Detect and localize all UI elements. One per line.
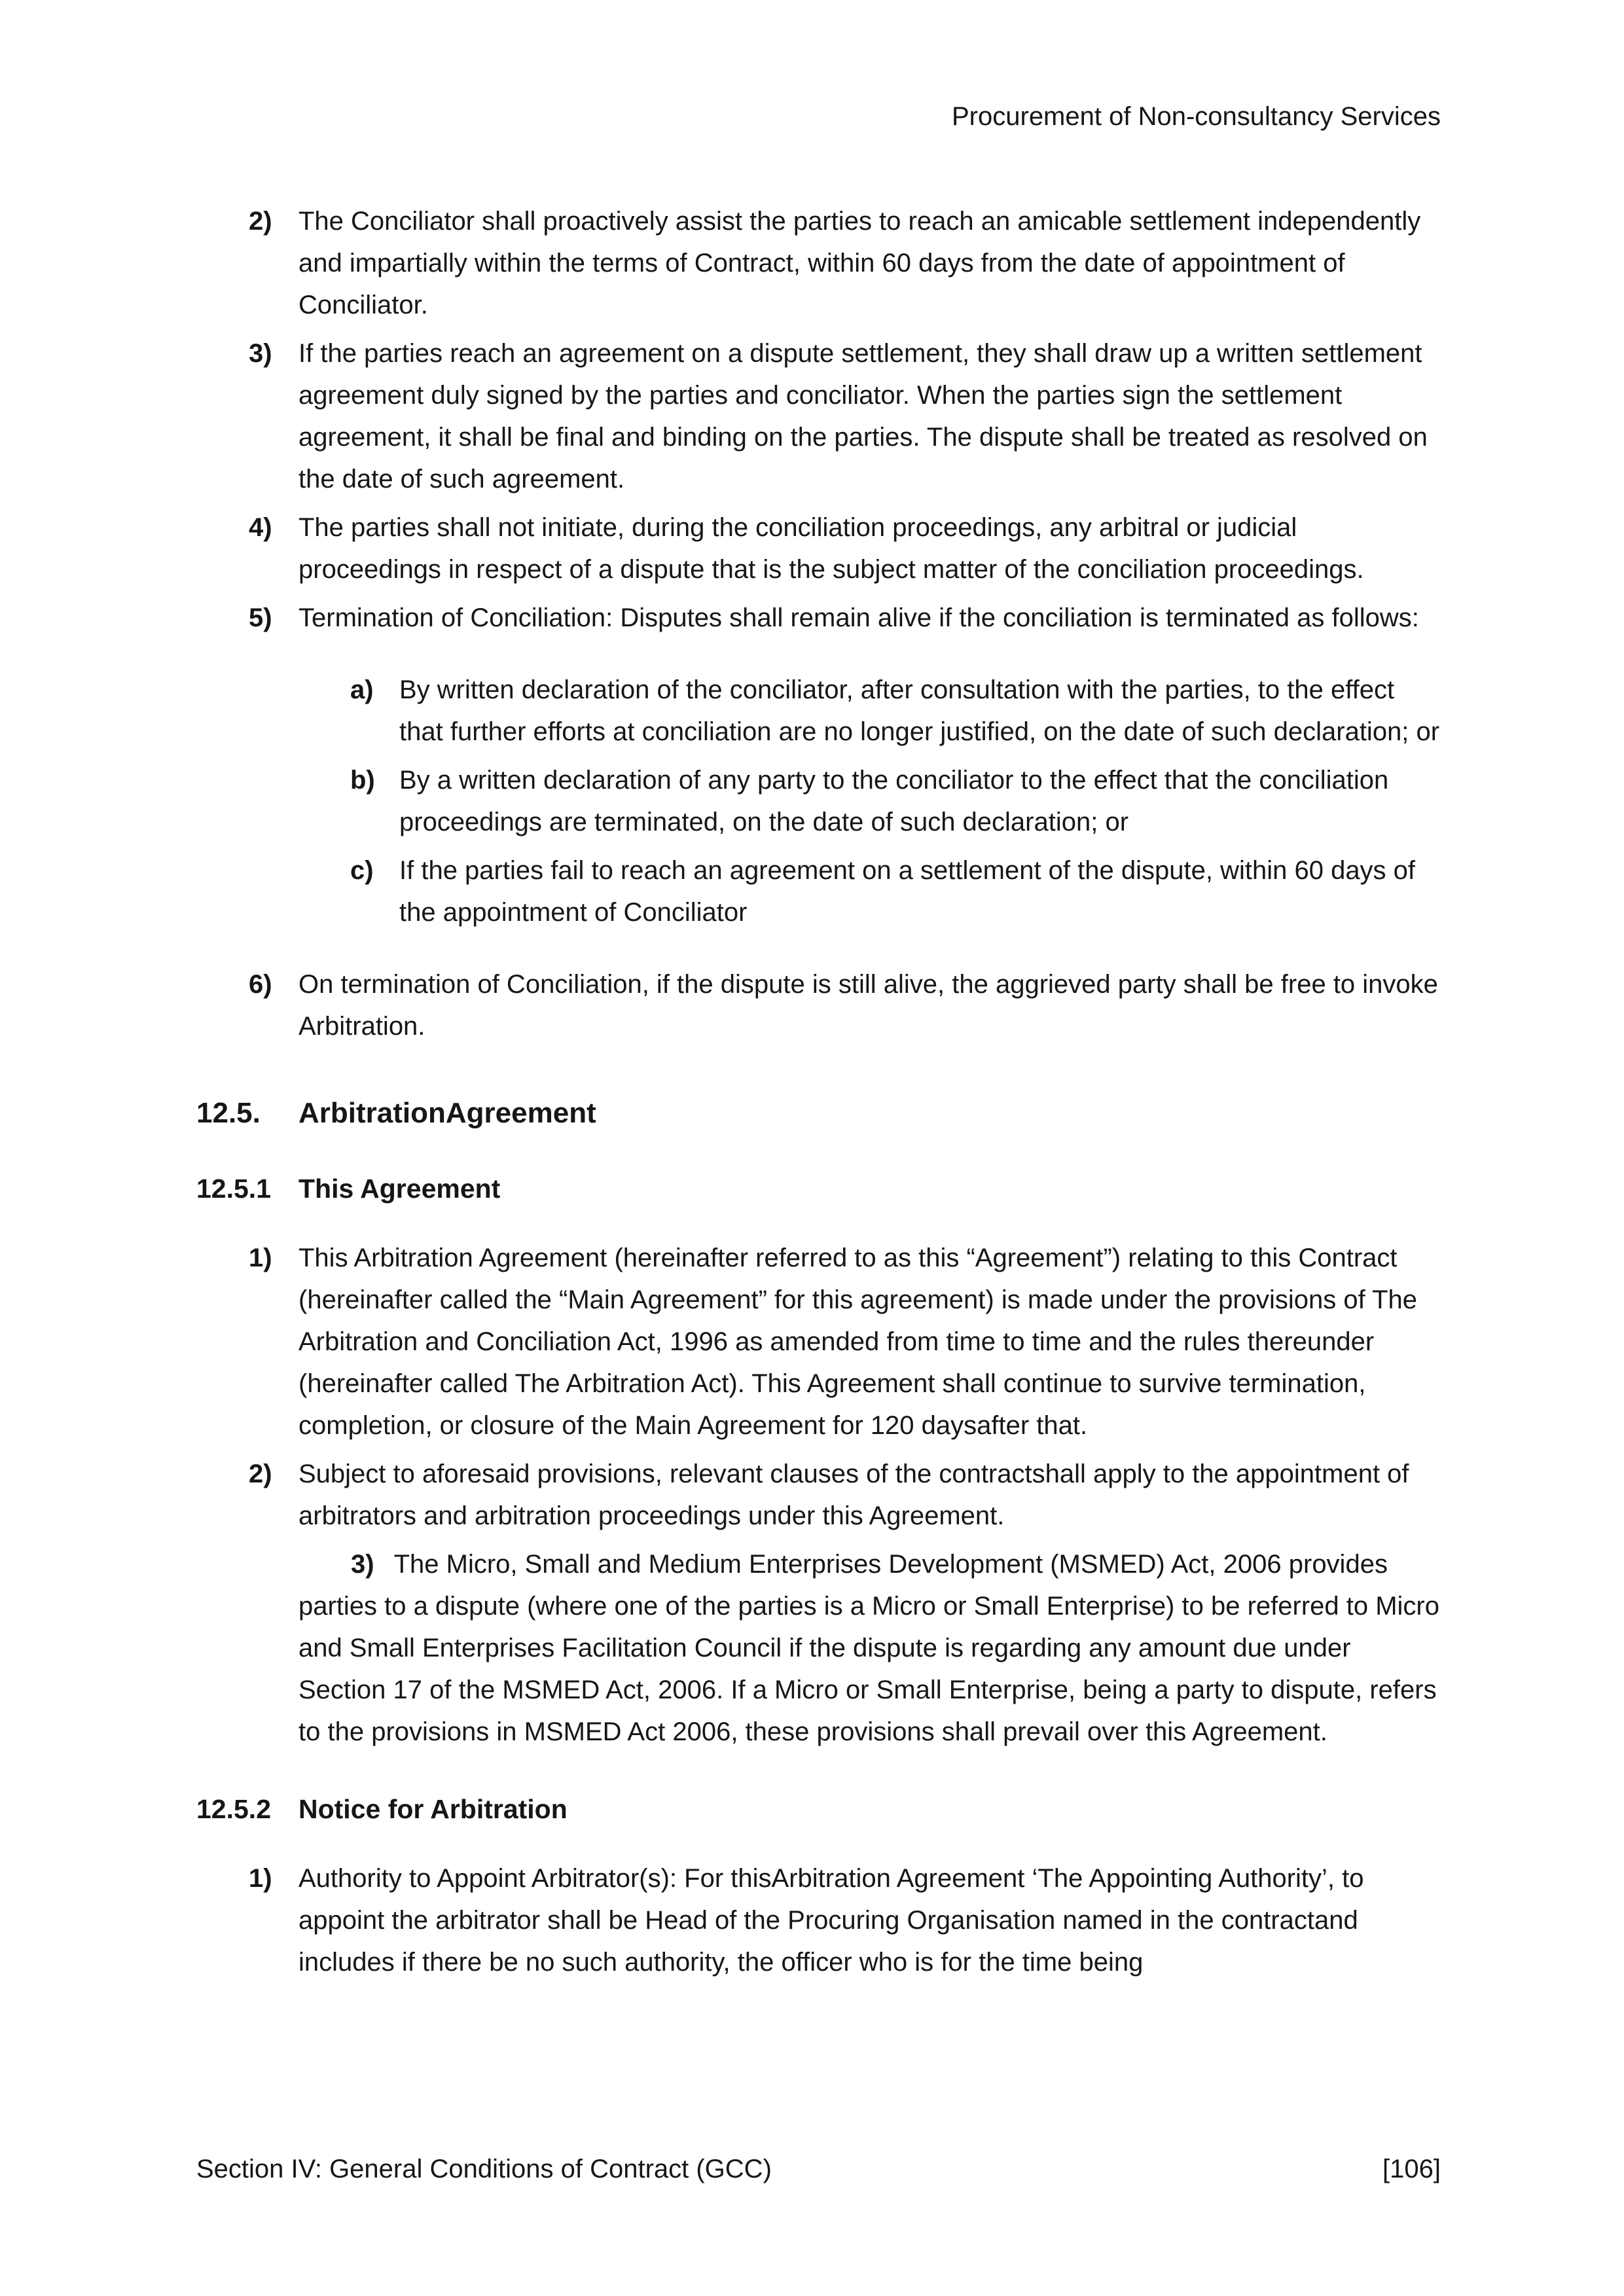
list-marker: 1) — [249, 1244, 272, 1272]
list-marker: 2) — [249, 207, 272, 236]
list-text: If the parties reach an agreement on a dispute settlement, they shall draw up a written settlement agreement duly signed by the parties and conciliator. When the parties sign the settlement agreement, it shall be final and binding on the parties. The dispute shall be treated as resolved on the date of such agreement. — [298, 339, 1428, 493]
list-item — [196, 597, 1441, 639]
list-item — [196, 1453, 1441, 1537]
sublist-text: By written declaration of the conciliator, after consultation with the parties, to the effect that further efforts at conciliation are no longer justified, on the date of such declaration; or — [399, 675, 1440, 746]
list-text: Authority to Appoint Arbitrator(s): For thisArbitration Agreement ‘The Appointing Authority’, to appoint the arbitrator shall be Head of the Procuring Organisation named in the contractand includes if there be no such authority, the officer who is for the time being — [298, 1864, 1364, 1977]
sublist-text: By a written declaration of any party to the conciliator to the effect that the conciliation proceedings are terminated, on the date of such declaration; or — [399, 766, 1389, 836]
section-number: 12.5. — [196, 1097, 261, 1129]
list-item — [196, 200, 1441, 326]
list-text: On termination of Conciliation, if the dispute is still alive, the aggrieved party shall be free to invoke Arbitration. — [298, 970, 1438, 1041]
list-marker: 2) — [249, 1460, 272, 1488]
footer-page-number: [106] — [1382, 2155, 1441, 2183]
list-marker: 5) — [249, 603, 272, 632]
sublist-item — [196, 759, 1441, 843]
subsection-heading-notice — [196, 1791, 1441, 1827]
list-item — [196, 963, 1441, 1047]
page-header — [196, 98, 1441, 135]
section-title: ArbitrationAgreement — [298, 1097, 596, 1129]
list-item-msmed — [196, 1543, 1441, 1753]
conciliation-list — [196, 200, 1441, 1047]
subsection-heading-this-agreement — [196, 1170, 1441, 1207]
this-agreement-list — [196, 1237, 1441, 1753]
list-marker: 3) — [351, 1550, 374, 1579]
list-item — [196, 1237, 1441, 1446]
header-title: Procurement of Non-consultancy Services — [952, 102, 1441, 131]
list-text: Subject to aforesaid provisions, relevant clauses of the contractshall apply to the appointment of arbitrators and arbitration proceedings under this Agreement. — [298, 1460, 1409, 1530]
list-text: This Arbitration Agreement (hereinafter referred to as this “Agreement”) relating to this Contract (hereinafter called the “Main Agreement” for this agreement) is made under the provisions of The Arbitration and Conciliation Act, 1996 as amended from time to time and the rules thereunder (hereinafter called The Arbitration Act). This Agreement shall continue to survive termination, completion, or closure of the Main Agreement for 120 daysafter that. — [298, 1244, 1418, 1440]
subsection-number: 12.5.1 — [196, 1174, 271, 1204]
sublist-marker: c) — [350, 856, 374, 885]
sublist-marker: b) — [350, 766, 375, 795]
subsection-number: 12.5.2 — [196, 1794, 271, 1824]
sublist-marker: a) — [350, 675, 374, 704]
list-item — [196, 507, 1441, 590]
list-text: The Micro, Small and Medium Enterprises Development (MSMED) Act, 2006 provides parties to a dispute (where one of the parties is a Micro or Small Enterprise) to be referred to Micro and Small Enterprises Facilitation Council if the dispute is regarding any amount due under Section 17 of the MSMED Act, 2006. If a Micro or Small Enterprise, being a party to dispute, refers to the provisions in MSMED Act 2006, these provisions shall prevail over this Agreement. — [298, 1550, 1439, 1746]
section-heading-arbitration — [196, 1094, 1441, 1132]
sublist-text: If the parties fail to reach an agreement on a settlement of the dispute, within 60 days of the appointment of Conciliator — [399, 856, 1416, 927]
sublist-item — [196, 669, 1441, 753]
document-body — [196, 200, 1441, 1983]
page-footer — [196, 2152, 1441, 2186]
list-marker: 1) — [249, 1864, 272, 1893]
sublist-item — [196, 850, 1441, 933]
list-marker: 6) — [249, 970, 272, 999]
list-text: The parties shall not initiate, during the conciliation proceedings, any arbitral or judicial proceedings in respect of a dispute that is the subject matter of the conciliation proceedings. — [298, 513, 1364, 584]
list-item — [196, 332, 1441, 500]
notice-list — [196, 1857, 1441, 1983]
footer-section-label: Section IV: General Conditions of Contract (GCC) — [196, 2155, 772, 2183]
list-item — [196, 1857, 1441, 1983]
subsection-title: Notice for Arbitration — [298, 1794, 568, 1824]
list-text: Termination of Conciliation: Disputes shall remain alive if the conciliation is terminated as follows: — [298, 603, 1419, 632]
list-marker: 4) — [249, 513, 272, 542]
subsection-title: This Agreement — [298, 1174, 501, 1204]
termination-sublist — [196, 669, 1441, 933]
list-marker: 3) — [249, 339, 272, 368]
list-text: The Conciliator shall proactively assist the parties to reach an amicable settlement independently and impartially within the terms of Contract, within 60 days from the date of appointment of Conciliator. — [298, 207, 1421, 319]
